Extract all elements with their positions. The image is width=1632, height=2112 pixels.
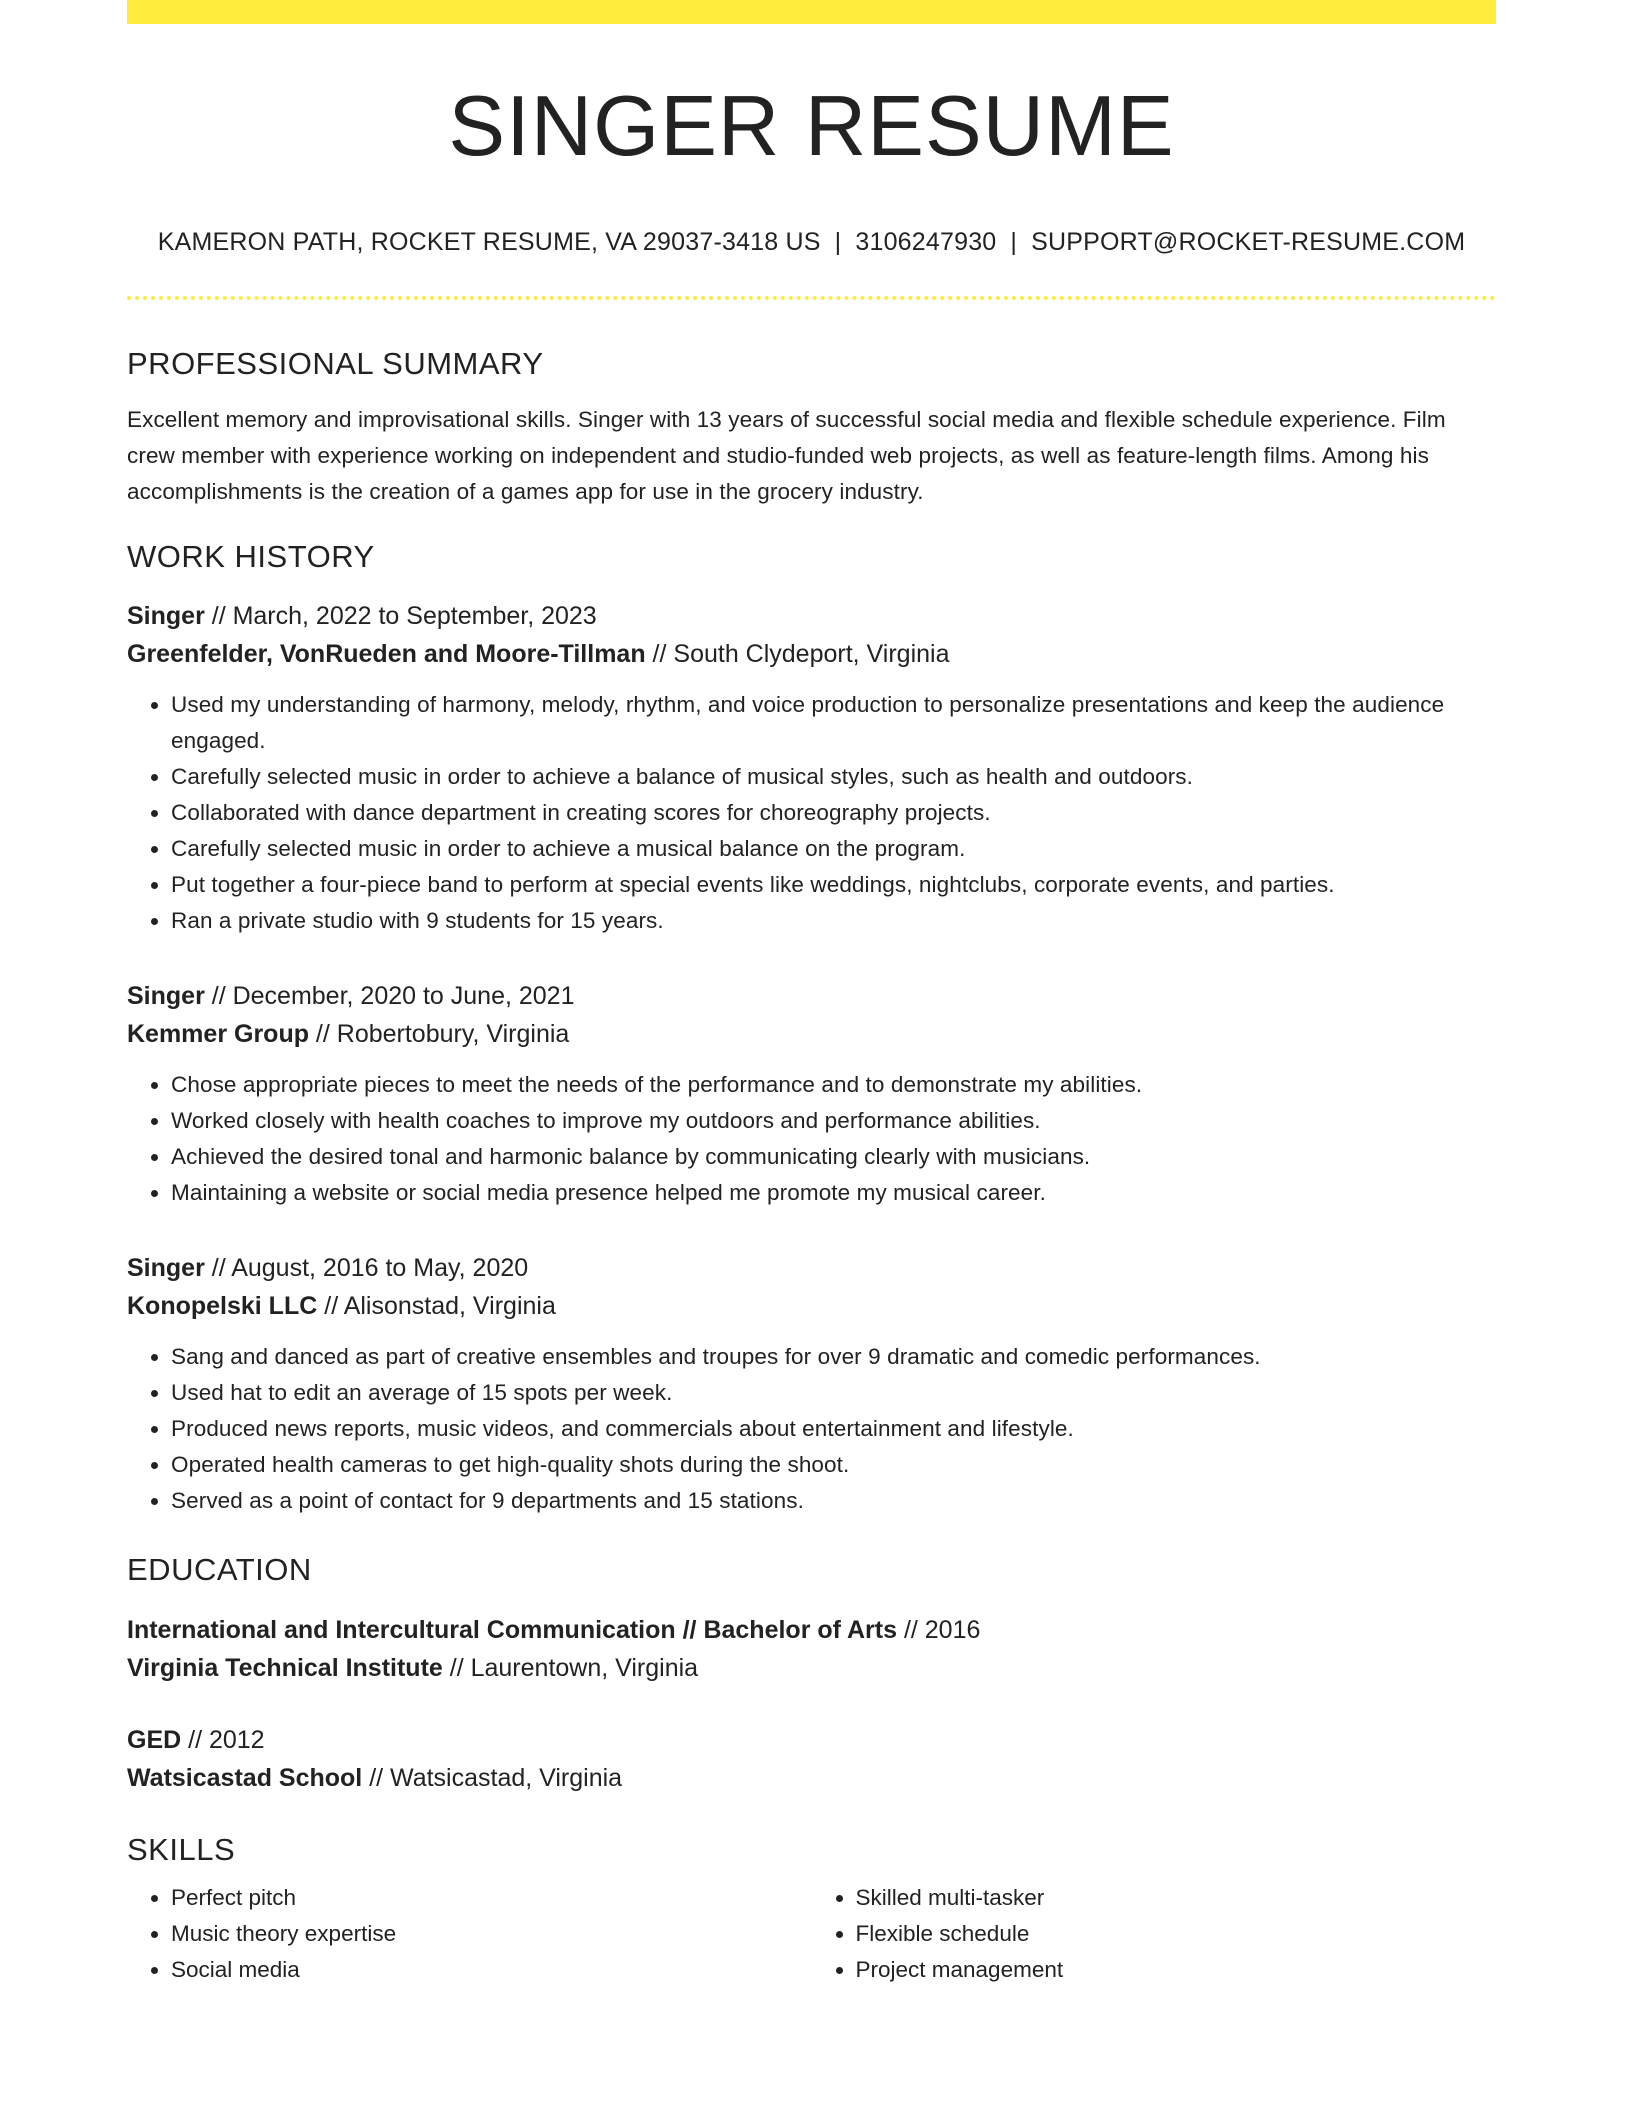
- education-degree-line: [127, 1611, 1496, 1649]
- job-bullet: • Produced news reports, music videos, and commercials about entertainment and lifestyle.: [171, 1411, 1496, 1447]
- education-school: Watsicastad School: [127, 1763, 363, 1792]
- job-bullet: • Achieved the desired tonal and harmonic balance by communicating clearly with musicians.: [171, 1139, 1496, 1175]
- education-entry: [127, 1721, 1496, 1797]
- education-school: Virginia Technical Institute: [127, 1653, 443, 1682]
- job-dates: // March, 2022 to September, 2023: [204, 602, 597, 631]
- skill-item: • Social media: [171, 1952, 812, 1988]
- skill-item: • Project management: [856, 1952, 1497, 1988]
- education-school-line: [127, 1759, 1496, 1797]
- job-company: Kemmer Group: [127, 1020, 309, 1049]
- skill-item: • Music theory expertise: [171, 1916, 812, 1952]
- job-company-line: [127, 1287, 1496, 1325]
- job-bullet: • Chose appropriate pieces to meet the needs of the performance and to demonstrate my abilities.: [171, 1067, 1496, 1103]
- job-entry: [127, 977, 1496, 1211]
- education-year: // 2012: [181, 1725, 265, 1754]
- job-entry: [127, 1249, 1496, 1519]
- skills-heading: SKILLS: [127, 1831, 236, 1867]
- skills-column-right: [812, 1880, 1497, 1988]
- job-company: Greenfelder, VonRueden and Moore-Tillman: [127, 640, 646, 669]
- skill-item: • Flexible schedule: [856, 1916, 1497, 1952]
- job-bullet: • Carefully selected music in order to achieve a balance of musical styles, such as health and outdoors.: [171, 759, 1496, 795]
- job-company-line: [127, 1015, 1496, 1053]
- job-bullet: • Operated health cameras to get high-quality shots during the shoot.: [171, 1447, 1496, 1483]
- job-location: // South Clydeport, Virginia: [645, 640, 950, 669]
- job-company: Konopelski LLC: [127, 1292, 318, 1321]
- job-bullet: • Used my understanding of harmony, melody, rhythm, and voice production to personalize presentations and keep the audience engaged.: [171, 687, 1496, 759]
- job-bullets: [127, 1339, 1496, 1519]
- job-bullet: • Served as a point of contact for 9 departments and 15 stations.: [171, 1483, 1496, 1519]
- resume-page: [127, 0, 1496, 1988]
- education-year: // 2016: [897, 1615, 981, 1644]
- education-degree: GED: [127, 1725, 182, 1754]
- job-bullets: [127, 687, 1496, 939]
- skill-item: • Perfect pitch: [171, 1880, 812, 1916]
- job-bullet: • Used hat to edit an average of 15 spots per week.: [171, 1375, 1496, 1411]
- education-entry: [127, 1611, 1496, 1687]
- accent-top-bar: [127, 0, 1496, 24]
- dotted-divider: [127, 296, 1496, 300]
- work-history-heading: WORK HISTORY: [127, 539, 375, 575]
- job-bullet: • Carefully selected music in order to achieve a musical balance on the program.: [171, 831, 1496, 867]
- education-degree-line: [127, 1721, 1496, 1759]
- job-role-line: [127, 1249, 1496, 1287]
- education-heading: EDUCATION: [127, 1552, 312, 1588]
- skills-list: [127, 1880, 1496, 1988]
- summary-heading: PROFESSIONAL SUMMARY: [127, 346, 544, 381]
- resume-title: SINGER RESUME: [448, 79, 1175, 174]
- education-school-line: [127, 1649, 1496, 1687]
- job-role-line: [127, 977, 1496, 1015]
- job-bullet: • Sang and danced as part of creative ensembles and troupes for over 9 dramatic and comedic performances.: [171, 1339, 1496, 1375]
- skill-item: • Skilled multi-tasker: [856, 1880, 1497, 1916]
- contact-line: [127, 227, 1496, 257]
- job-dates: // August, 2016 to May, 2020: [204, 1254, 529, 1283]
- job-role-line: [127, 597, 1496, 635]
- job-role: Singer: [127, 982, 205, 1011]
- job-bullet: • Maintaining a website or social media presence helped me promote my musical career.: [171, 1175, 1496, 1211]
- summary-text: Excellent memory and improvisational skills. Singer with 13 years of successful social media and flexible schedule experience. Film crew member with experience working on independent and studio-funded web projects, as well as feature-length films. Among his accomplishments is the creation of a games app for use in the grocery industry.: [127, 407, 1446, 505]
- job-entry: [127, 597, 1496, 939]
- job-bullet: • Put together a four-piece band to perform at special events like weddings, nightclubs, corporate events, and parties.: [171, 867, 1496, 903]
- contact-separator: |: [834, 228, 842, 256]
- job-bullet: • Worked closely with health coaches to improve my outdoors and performance abilities.: [171, 1103, 1496, 1139]
- education-degree: International and Intercultural Communication // Bachelor of Arts: [127, 1615, 897, 1644]
- education-location: // Watsicastad, Virginia: [362, 1763, 623, 1792]
- job-bullet: • Collaborated with dance department in creating scores for choreography projects.: [171, 795, 1496, 831]
- job-location: // Robertobury, Virginia: [308, 1020, 570, 1049]
- contact-email: SUPPORT@ROCKET-RESUME.COM: [1031, 228, 1466, 256]
- contact-phone: 3106247930: [855, 228, 997, 256]
- job-role: Singer: [127, 1254, 205, 1283]
- education-location: // Laurentown, Virginia: [442, 1653, 699, 1682]
- job-role: Singer: [127, 602, 205, 631]
- skills-column-left: [127, 1880, 812, 1988]
- job-bullet: • Ran a private studio with 9 students for 15 years.: [171, 903, 1496, 939]
- contact-address: KAMERON PATH, ROCKET RESUME, VA 29037-3418 US: [157, 228, 821, 256]
- job-dates: // December, 2020 to June, 2021: [204, 982, 575, 1011]
- job-location: // Alisonstad, Virginia: [317, 1292, 556, 1321]
- job-bullets: [127, 1067, 1496, 1211]
- contact-separator: |: [1010, 228, 1018, 256]
- job-company-line: [127, 635, 1496, 673]
